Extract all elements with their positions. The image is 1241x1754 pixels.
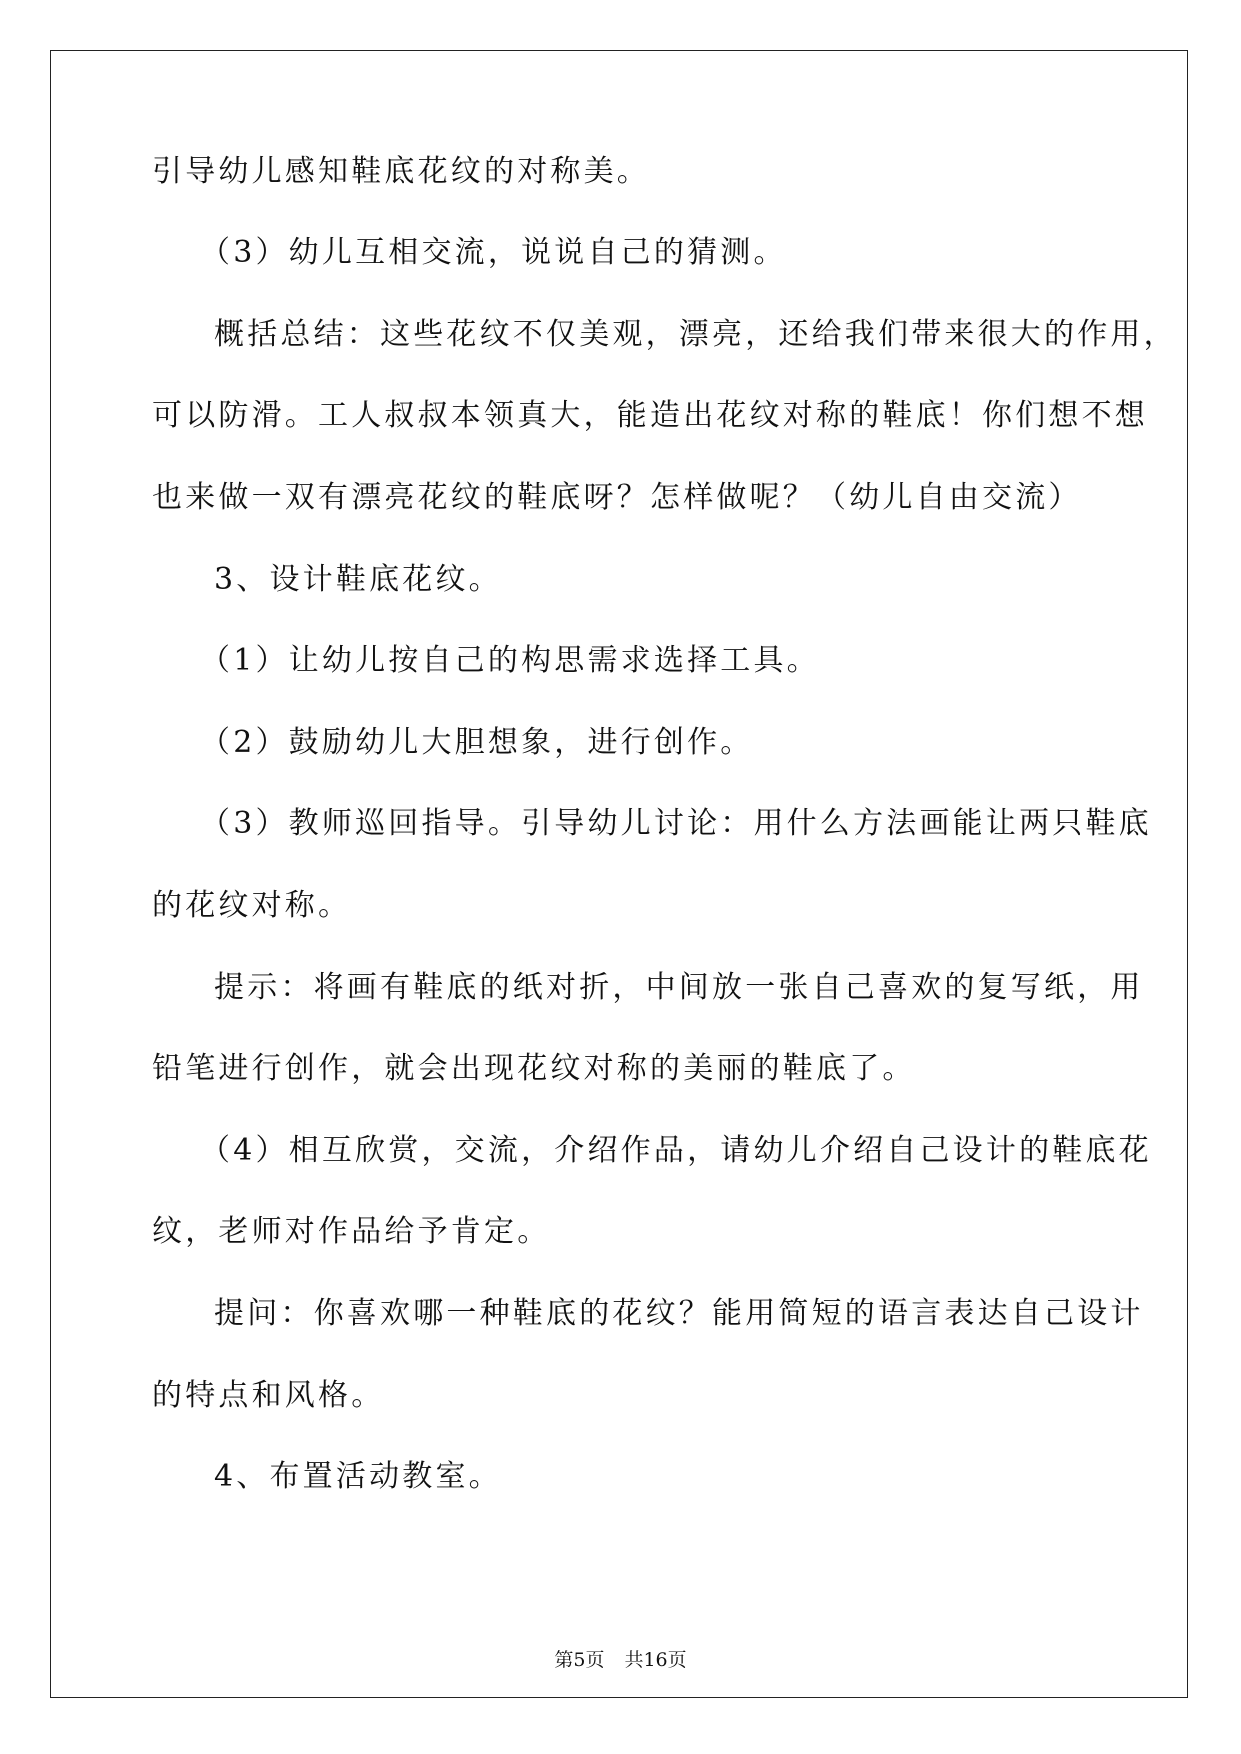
text-line: （3）幼儿互相交流，说说自己的猜测。 [200, 235, 787, 270]
text-line: 也来做一双有漂亮花纹的鞋底呀？怎样做呢？（幼儿自由交流） [152, 480, 1082, 515]
text-line: 引导幼儿感知鞋底花纹的对称美。 [152, 154, 650, 189]
text-line: 的特点和风格。 [152, 1378, 385, 1413]
text-line: 3、设计鞋底花纹。 [214, 562, 502, 597]
text-line: 的花纹对称。 [152, 888, 352, 923]
page-footer [0, 1648, 1241, 1672]
text-line: 铅笔进行创作，就会出现花纹对称的美丽的鞋底了。 [152, 1051, 916, 1086]
text-line: 提示：将画有鞋底的纸对折，中间放一张自己喜欢的复写纸，用 [214, 970, 1144, 1005]
text-line: （4）相互欣赏，交流，介绍作品，请幼儿介绍自己设计的鞋底花 [200, 1133, 1152, 1168]
text-line: （2）鼓励幼儿大胆想象，进行创作。 [200, 725, 754, 760]
page-border [50, 50, 1188, 1698]
text-line: 可以防滑。工人叔叔本领真大，能造出花纹对称的鞋底！你们想不想 [152, 398, 1148, 433]
page-total: 共16页 [624, 1649, 687, 1671]
page-number: 第5页 [554, 1649, 605, 1671]
text-line: 纹，老师对作品给予肯定。 [152, 1214, 551, 1249]
text-line: 提问：你喜欢哪一种鞋底的花纹？能用简短的语言表达自己设计 [214, 1296, 1144, 1331]
text-line: 4、布置活动教室。 [214, 1459, 502, 1494]
text-line: 概括总结：这些花纹不仅美观，漂亮，还给我们带来很大的作用， [214, 317, 1177, 352]
text-line: （3）教师巡回指导。引导幼儿讨论：用什么方法画能让两只鞋底 [200, 806, 1152, 841]
text-line: （1）让幼儿按自己的构思需求选择工具。 [200, 643, 820, 678]
